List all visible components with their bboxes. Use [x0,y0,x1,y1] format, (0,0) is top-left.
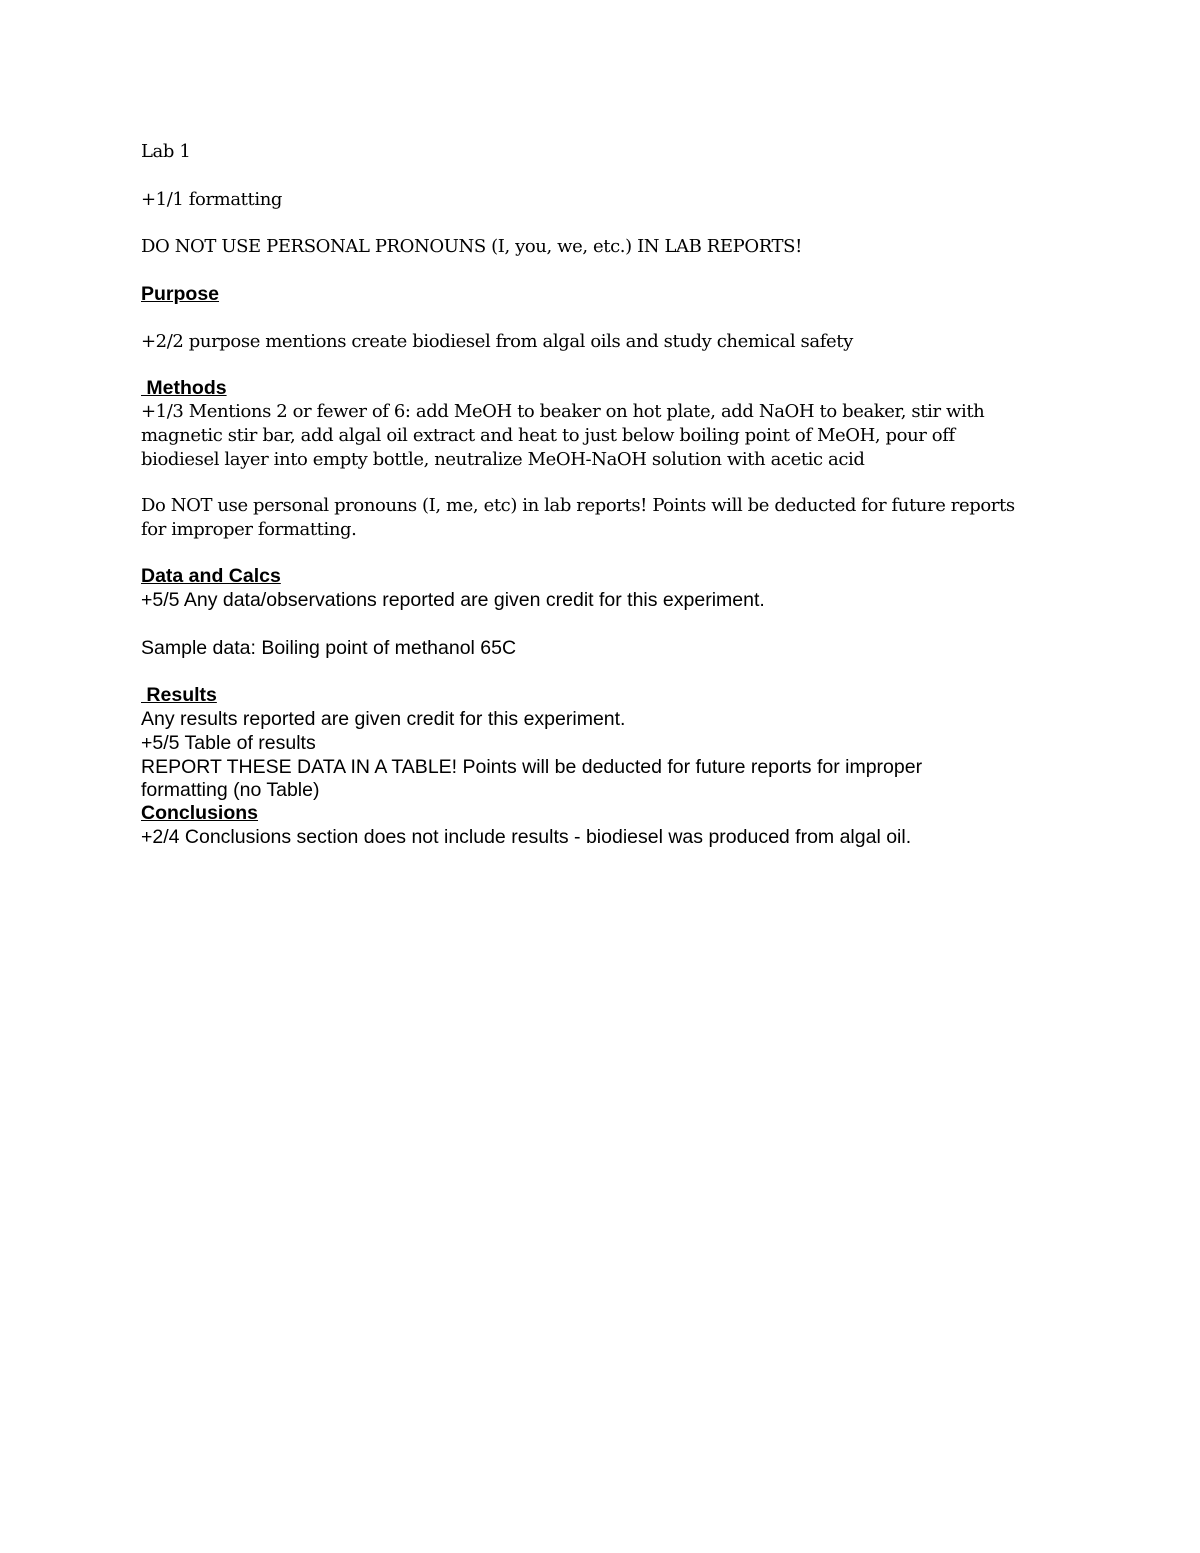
methods-heading: Methods [141,377,227,399]
results-line: REPORT THESE DATA IN A TABLE! Points will be deducted for future reports for improper [141,756,923,778]
results-heading: Results [141,684,217,706]
data-calcs-comment: +5/5 Any data/observations reported are given credit for this experiment. [141,589,765,611]
purpose-comment: +2/2 purpose mentions create biodiesel from algal oils and study chemical safety [141,331,853,352]
methods-comment-line: +1/3 Mentions 2 or fewer of 6: add MeOH to beaker on hot plate, add NaOH to beaker, stir with [141,401,985,422]
purpose-heading: Purpose [141,283,220,305]
results-line: formatting (no Table) [141,779,320,801]
data-calcs-heading: Data and Calcs [141,565,281,587]
sample-data: Sample data: Boiling point of methanol 65C [141,637,517,659]
document-title: Lab 1 [141,141,191,162]
results-line: Any results reported are given credit for this experiment. [141,708,626,730]
methods-note-line: Do NOT use personal pronouns (I, me, etc) in lab reports! Points will be deducted for future reports [141,495,1015,516]
conclusions-comment: +2/4 Conclusions section does not include results - biodiesel was produced from algal oil. [141,826,912,848]
conclusions-heading: Conclusions [141,802,259,824]
methods-comment-line: magnetic stir bar, add algal oil extract and heat to just below boiling point of MeOH, pour off [141,425,955,446]
pronoun-warning: DO NOT USE PERSONAL PRONOUNS (I, you, we, etc.) IN LAB REPORTS! [141,236,802,257]
methods-note-line: for improper formatting. [141,519,357,540]
methods-comment-line: biodiesel layer into empty bottle, neutralize MeOH-NaOH solution with acetic acid [141,449,865,470]
formatting-score: +1/1 formatting [141,189,283,210]
results-line: +5/5 Table of results [141,732,316,754]
